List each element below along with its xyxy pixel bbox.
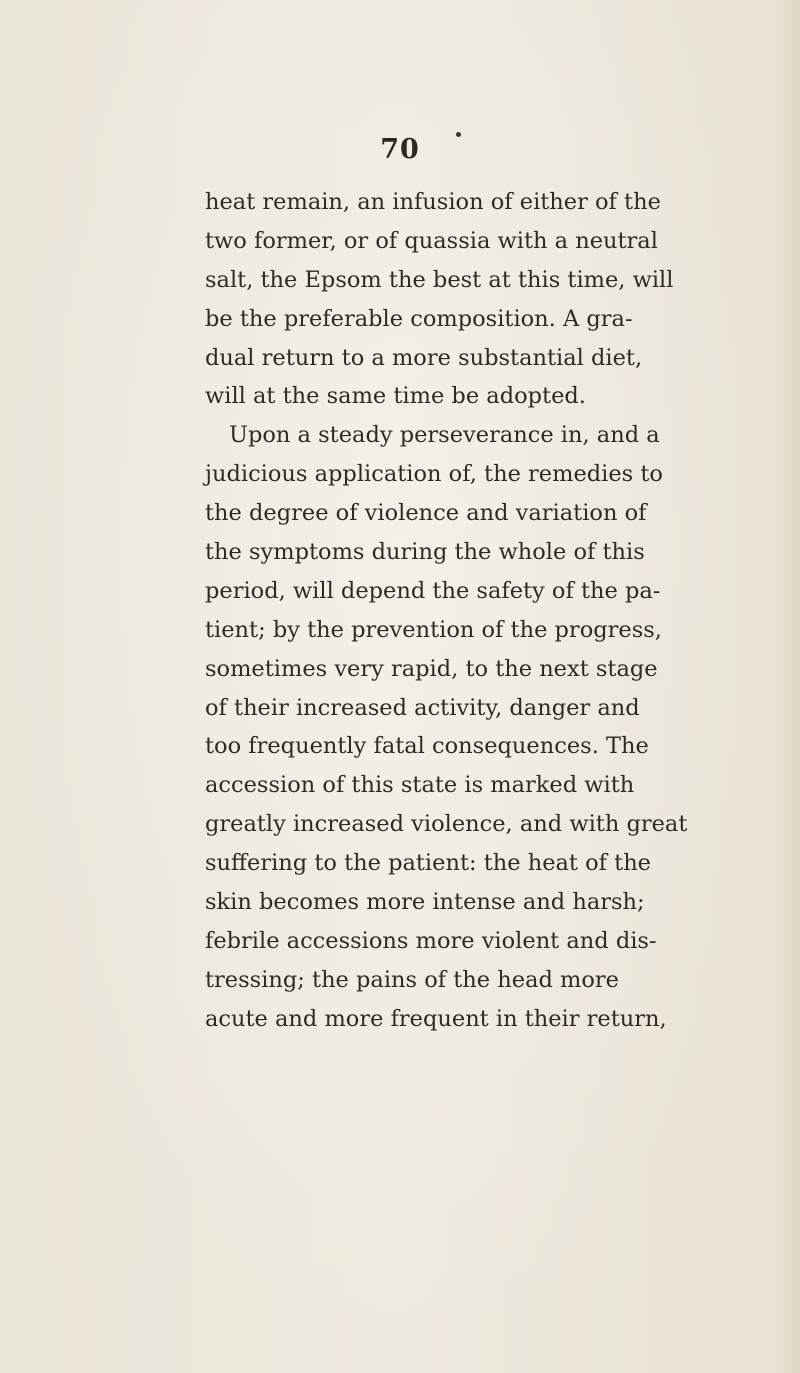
body-text	[205, 183, 688, 1039]
text-line: tient; by the prevention of the progress,	[205, 616, 662, 643]
page-edge-shadow	[774, 0, 800, 1373]
text-line: acute and more frequent in their return,	[205, 1005, 667, 1032]
text-line: suffering to the patient: the heat of the	[205, 850, 652, 877]
text-line: dual return to a more substantial diet,	[205, 344, 643, 371]
text-line: too frequently fatal consequences. The	[205, 733, 649, 760]
text-line: period, will depend the safety of the pa-	[205, 577, 661, 604]
text-line: salt, the Epsom the best at this time, will	[205, 266, 674, 293]
page-number: 70	[380, 134, 420, 165]
text-line: febrile accessions more violent and dis-	[205, 927, 657, 954]
text-line: of their increased activity, danger and	[205, 694, 640, 721]
text-line: be the preferable composition. A gra-	[205, 305, 633, 332]
text-line: will at the same time be adopted.	[205, 383, 586, 410]
text-line: two former, or of quassia with a neutral	[205, 227, 658, 254]
text-line: the symptoms during the whole of this	[205, 539, 645, 566]
ink-speck	[456, 132, 461, 137]
text-line: skin becomes more intense and harsh;	[205, 889, 645, 916]
text-line: tressing; the pains of the head more	[205, 966, 619, 993]
text-line: accession of this state is marked with	[205, 772, 635, 799]
text-line: judicious application of, the remedies to	[205, 461, 663, 488]
text-line: sometimes very rapid, to the next stage	[205, 655, 658, 682]
text-line: the degree of violence and variation of	[205, 500, 647, 527]
text-line: greatly increased violence, and with great	[205, 811, 688, 838]
paragraph-start-line: Upon a steady perseverance in, and a	[229, 422, 660, 449]
text-line: heat remain, an infusion of either of the	[205, 189, 661, 215]
